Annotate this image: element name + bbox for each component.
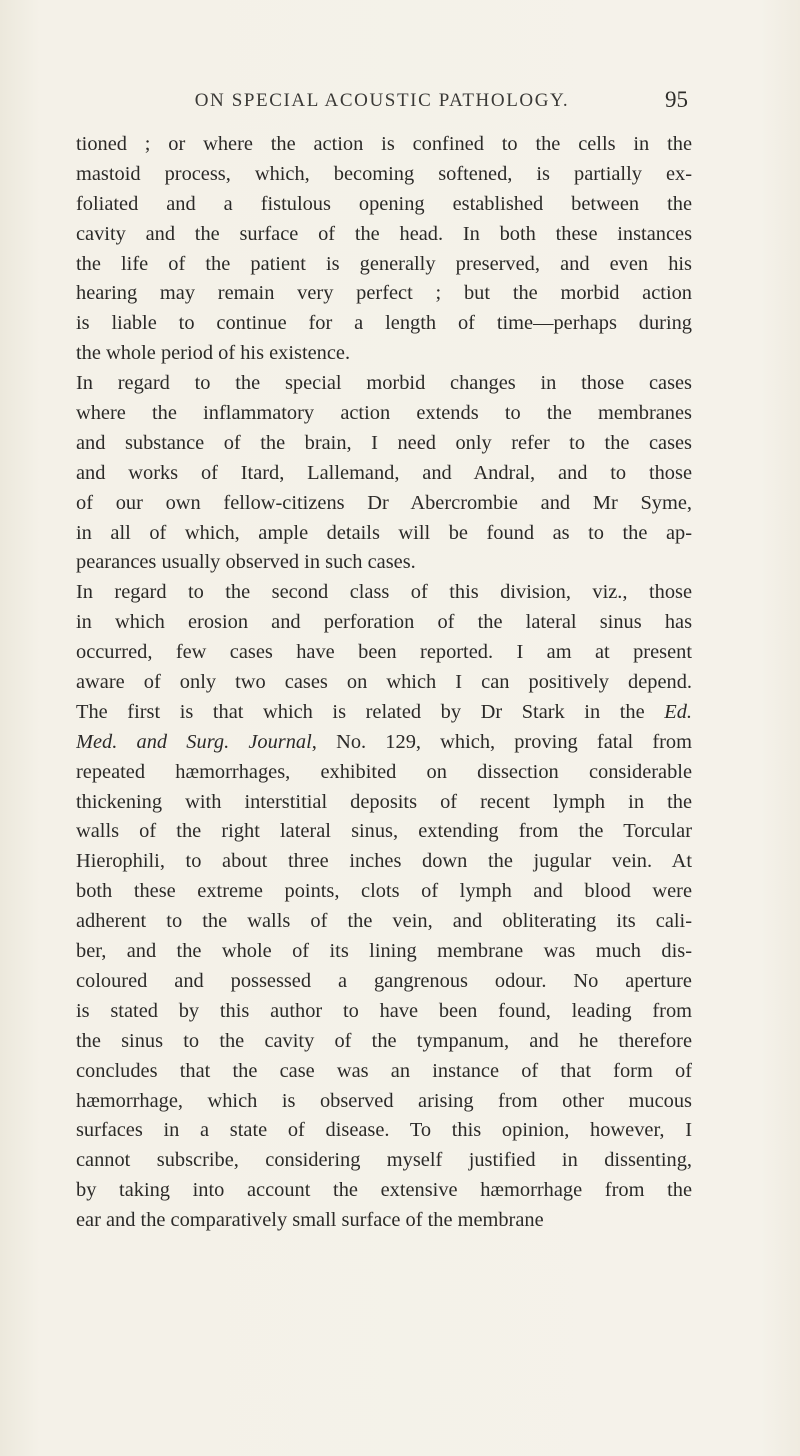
text-line: hæmorrhage, which is observed arising from other mucous (76, 1089, 692, 1112)
text-line: ber, and the whole of its lining membrane was much dis- (76, 940, 692, 963)
text-line: mastoid process, which, becoming softened, is partially ex- (76, 162, 692, 185)
journal-abbrev: Ed. (664, 700, 692, 723)
text-line: where the inflammatory action extends to the membranes (76, 402, 692, 425)
text-line: thickening with interstitial deposits of recent lymph in the (76, 790, 692, 813)
text-line: the whole period of his existence. (76, 342, 351, 365)
text-line: coloured and possessed a gangrenous odour. No aperture (76, 969, 692, 992)
text-line: aware of only two cases on which I can positively depend. (76, 671, 692, 694)
text-line: In regard to the second class of this division, viz., those (76, 581, 692, 604)
text-line (76, 698, 692, 728)
running-title: ON SPECIAL ACOUSTIC PATHOLOGY. (194, 90, 570, 111)
text-line: adherent to the walls of the vein, and obliterating its cali- (76, 910, 692, 933)
text-line: tioned ; or where the action is confined to the cells in the (76, 133, 692, 155)
text-line: occurred, few cases have been reported. I am at present (76, 641, 692, 664)
text-line: repeated hæmorrhages, exhibited on dissection considerable (76, 760, 692, 783)
text-line: Hierophili, to about three inches down the jugular vein. At (76, 850, 692, 873)
text-line: foliated and a fistulous opening established between the (76, 192, 692, 215)
text-segment: , No. 129, which, proving fatal from (311, 730, 692, 753)
text-line: hearing may remain very perfect ; but the morbid action (76, 282, 692, 305)
journal-title: Med. and Surg. Journal (76, 730, 312, 753)
text-line: both these extreme points, clots of lymph and blood were (76, 880, 692, 903)
running-head (76, 87, 688, 120)
text-line: cavity and the surface of the head. In both these instances (76, 222, 692, 245)
text-segment: The first is that which is related by Dr Stark in the (76, 700, 645, 723)
text-line: is liable to continue for a length of time—perhaps during (76, 312, 692, 335)
text-line: walls of the right lateral sinus, extending from the Torcular (76, 820, 692, 843)
text-line: the life of the patient is generally preserved, and even his (76, 252, 692, 275)
text-line: In regard to the special morbid changes in those cases (76, 372, 692, 395)
text-line: in all of which, ample details will be found as to the ap- (76, 521, 692, 544)
text-line: in which erosion and perforation of the lateral sinus has (76, 611, 692, 634)
page-number: 95 (665, 87, 688, 112)
text-line: of our own fellow-citizens Dr Abercrombie and Mr Syme, (76, 491, 692, 514)
text-line: and substance of the brain, I need only refer to the cases (76, 431, 692, 454)
text-line: ear and the comparatively small surface of the membrane (76, 1209, 544, 1232)
text-line: and works of Itard, Lallemand, and Andral, and to those (76, 461, 692, 484)
text-line: cannot subscribe, considering myself justified in dissenting, (76, 1149, 692, 1172)
text-line: is stated by this author to have been found, leading from (76, 999, 692, 1022)
text-line: the sinus to the cavity of the tympanum, and he therefore (76, 1029, 692, 1052)
text-line: by taking into account the extensive hæmorrhage from the (76, 1179, 692, 1202)
text-line: concludes that the case was an instance of that form of (76, 1059, 692, 1082)
body-text (76, 130, 692, 1236)
text-line (76, 728, 692, 758)
text-line: pearances usually observed in such cases. (76, 551, 416, 574)
text-line: surfaces in a state of disease. To this opinion, however, I (76, 1119, 692, 1142)
